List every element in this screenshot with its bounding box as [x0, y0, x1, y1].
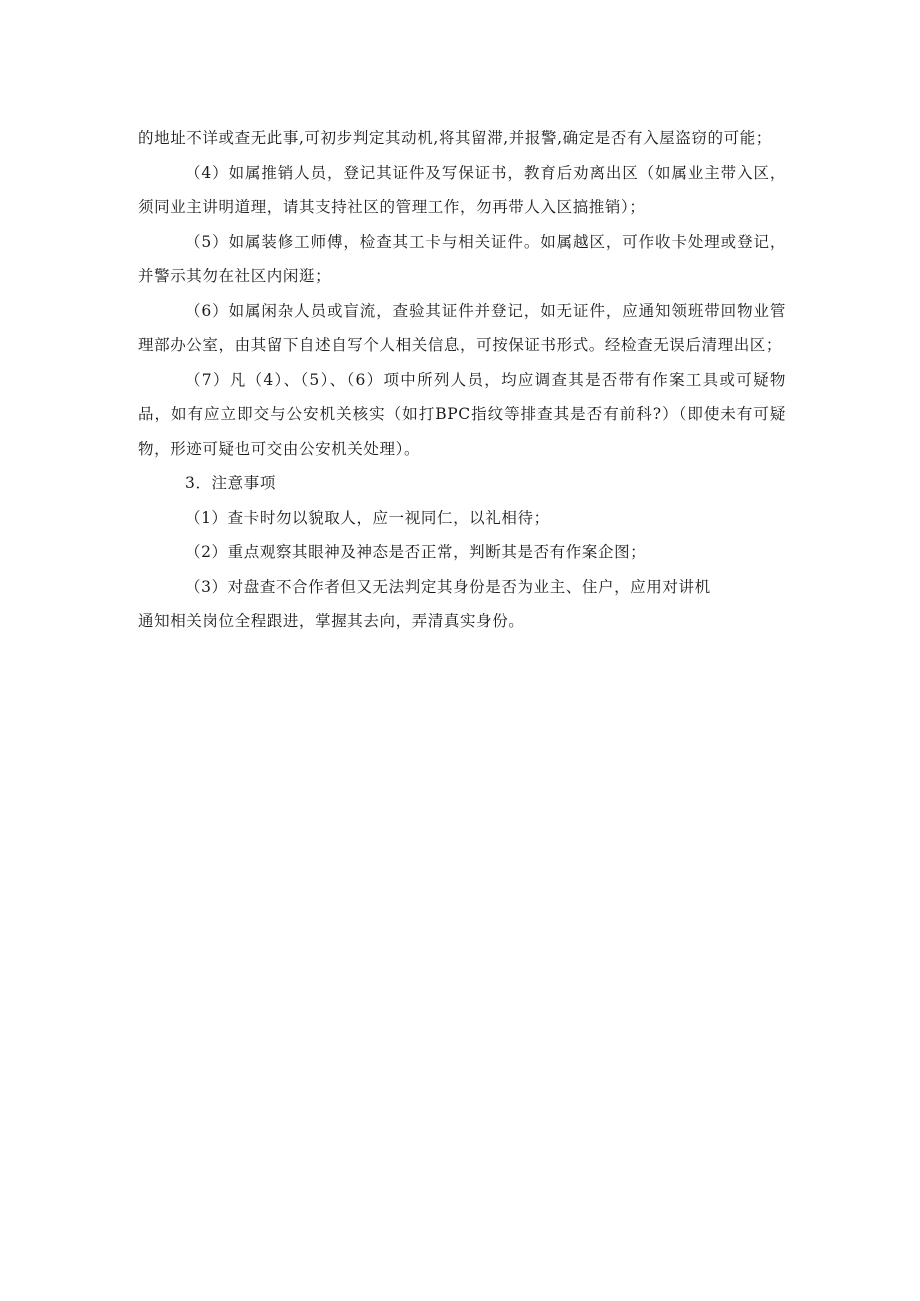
paragraph-item-6: （6）如属闲杂人员或盲流，查验其证件并登记，如无证件，应通知领班带回物业管理部办公室，由其留下自述自写个人相关信息，可按保证书形式。经检查无误后清理出区；: [138, 301, 786, 354]
paragraph-note-3-continuation: 通知相关岗位全程跟进，掌握其去向，弄清真实身份。: [138, 612, 525, 630]
document-body: [138, 121, 786, 639]
paragraph-note-1: （1）查卡时勿以貌取人，应一视同仁，以礼相待；: [185, 508, 550, 527]
paragraph-note-2: （2）重点观察其眼神及神态是否正常，判断其是否有作案企图；: [185, 543, 647, 561]
paragraph-item-5: （5）如属装修工师傅，检查其工卡与相关证件。如属越区，可作收卡处理或登记，并警示其勿在社区内闲逛；: [138, 232, 786, 285]
section-heading-notes: 3．注意事项: [185, 474, 276, 492]
paragraph-item-4: （4）如属推销人员，登记其证件及写保证书，教育后劝离出区（如属业主带入区，须同业主讲明道理，请其支持社区的管理工作，勿再带人入区搞推销）；: [138, 163, 786, 216]
paragraph-continuation: 的地址不详或查无此事,可初步判定其动机,将其留滞,并报警,确定是否有入屋盗窃的可能；: [138, 129, 772, 147]
paragraph-item-7: （7）凡（4）、（5）、（6）项中所列人员，均应调查其是否带有作案工具或可疑物品，如有应立即交与公安机关核实（如打BPC指纹等排查其是否有前科?）（即使未有可疑物，形迹可疑也可交由公安机关处理）。: [138, 370, 786, 458]
paragraph-note-3: （3）对盘查不合作者但又无法判定其身份是否为业主、住户，应用对讲机: [185, 577, 711, 596]
